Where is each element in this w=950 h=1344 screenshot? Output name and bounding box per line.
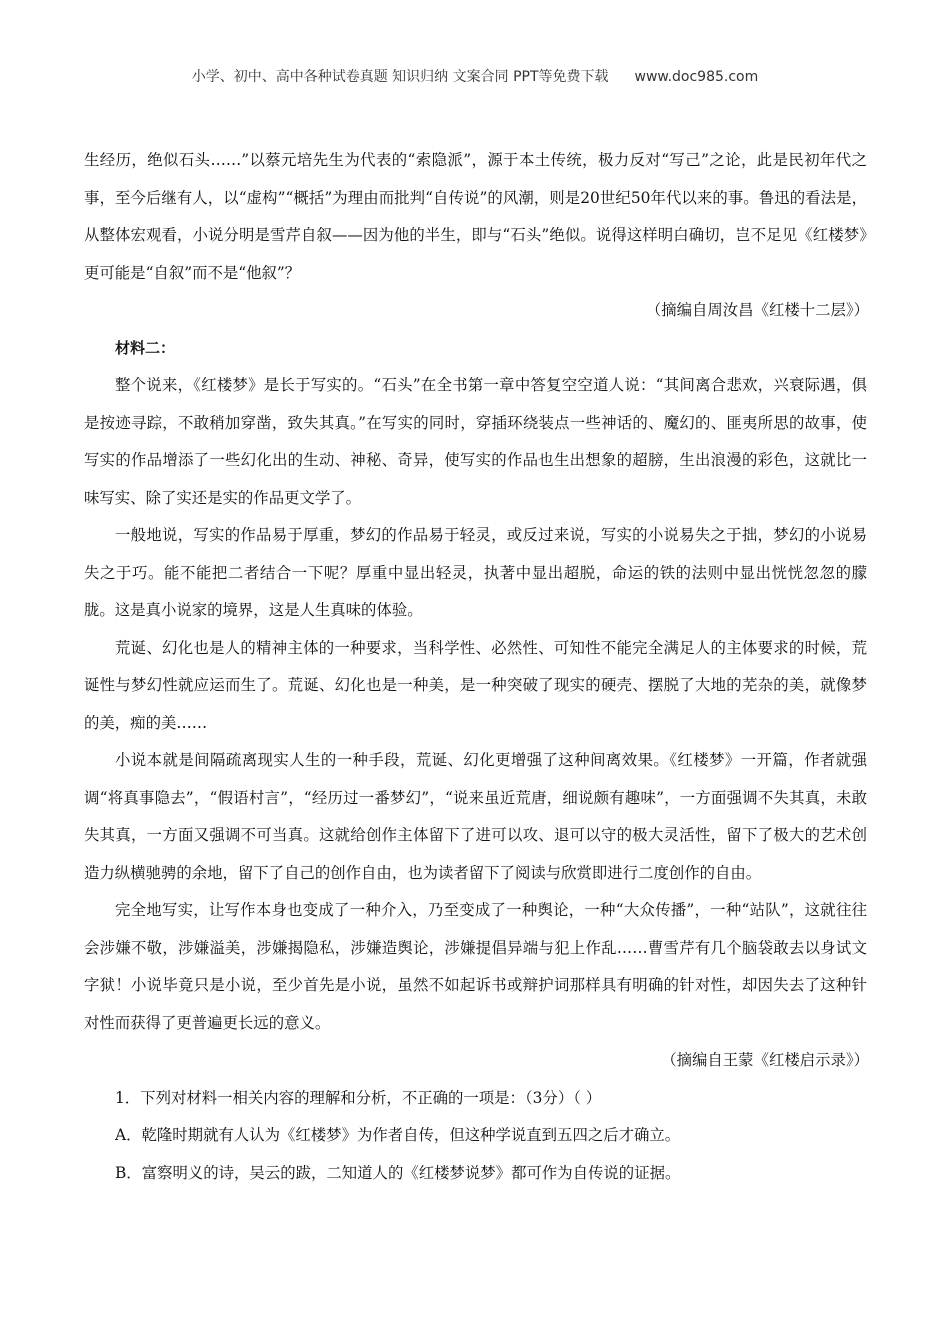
material2-paragraph: 完全地写实，让写作本身也变成了一种介入，乃至变成了一种舆论，一种“大众传播”，一种“站队”，这就往往会涉嫌不敬，涉嫌溢美，涉嫌揭隐私，涉嫌造舆论，涉嫌提倡异端与犯上作乱……曹雪芹有几个脑袋敢去以身试文字狱！小说毕竟只是小说，至少首先是小说，虽然不如起诉书或辩护词那样具有明确的针对性，却因失去了这种针对性而获得了更普遍更长远的意义。	[84, 901, 867, 1032]
header-text: 小学、初中、高中各种试卷真题 知识归纳 文案合同 PPT等免费下载	[191, 69, 609, 85]
material2-paragraph: 小说本就是间隔疏离现实人生的一种手段，荒诞、幻化更增强了这种间离效果。《红楼梦》一开篇，作者就强调“将真事隐去”，“假语村言”，“经历过一番梦幻”，“说来虽近荒唐，细说颇有趣味”，一方面强调不失其真，未敢失其真，一方面又强调不可当真。这就给创作主体留下了进可以攻、退可以守的极大灵活性，留下了极大的艺术创造力纵横驰骋的余地，留下了自己的创作自由，也为读者留下了阅读与欣赏即进行二度创作的自由。	[84, 751, 867, 882]
material1-source: （摘编自周汝昌《红楼十二层》）	[645, 301, 869, 319]
question-1-option-b: B．富察明义的诗，吴云的跋，二知道人的《红楼梦说梦》都可作为自传说的证据。	[115, 1163, 681, 1182]
material1-tail-paragraph: 生经历，绝似石头……”以蔡元培先生为代表的“索隐派”，源于本土传统，极力反对“写己”之论，此是民初年代之事，至今后继有人，以“虚构”“概括”为理由而批判“自传说”的风潮，则是20世纪50年代以来的事。鲁迅的看法是，从整体宏观看，小说分明是雪芹自叙——因为他的半生，即与“石头”绝似。说得这样明白确切，岂不足见《红楼梦》更可能是“自叙”而不是“他叙”？	[84, 151, 867, 282]
page-header	[0, 66, 950, 86]
question-1-stem: 1．下列对材料一相关内容的理解和分析，不正确的一项是：（3分）（ ）	[115, 1088, 602, 1107]
material2-source: （摘编自王蒙《红楼启示录》）	[661, 1051, 869, 1069]
question-1-option-a: A．乾隆时期就有人认为《红楼梦》为作者自传，但这种学说直到五四之后才确立。	[115, 1126, 681, 1144]
material2-title: 材料二：	[115, 338, 176, 357]
document-body	[84, 142, 867, 1192]
header-site-link[interactable]: www.doc985.com	[634, 69, 759, 85]
material2-paragraph: 整个说来，《红楼梦》是长于写实的。“石头”在全书第一章中答复空空道人说：“其间离合悲欢，兴衰际遇，俱是按迹寻踪，不敢稍加穿凿，致失其真。”在写实的同时，穿插环绕装点一些神话的、魔幻的、匪夷所思的故事，使写实的作品增添了一些幻化出的生动、神秘、奇异，使写实的作品也生出想象的超膀，生出浪漫的彩色，这就比一味写实、除了实还是实的作品更文学了。	[84, 376, 867, 507]
material2-paragraph: 一般地说，写实的作品易于厚重，梦幻的作品易于轻灵，或反过来说，写实的小说易失之于拙，梦幻的小说易失之于巧。能不能把二者结合一下呢？厚重中显出轻灵，执著中显出超脱，命运的铁的法则中显出恍恍忽忽的朦胧。这是真小说家的境界，这是人生真味的体验。	[84, 526, 867, 619]
question-block	[84, 1080, 867, 1193]
material2-paragraph: 荒诞、幻化也是人的精神主体的一种要求，当科学性、必然性、可知性不能完全满足人的主体要求的时候，荒诞性与梦幻性就应运而生了。荒诞、幻化也是一种美，是一种突破了现实的硬壳、摆脱了大地的芜杂的美，就像梦的美，痴的美……	[84, 638, 867, 732]
